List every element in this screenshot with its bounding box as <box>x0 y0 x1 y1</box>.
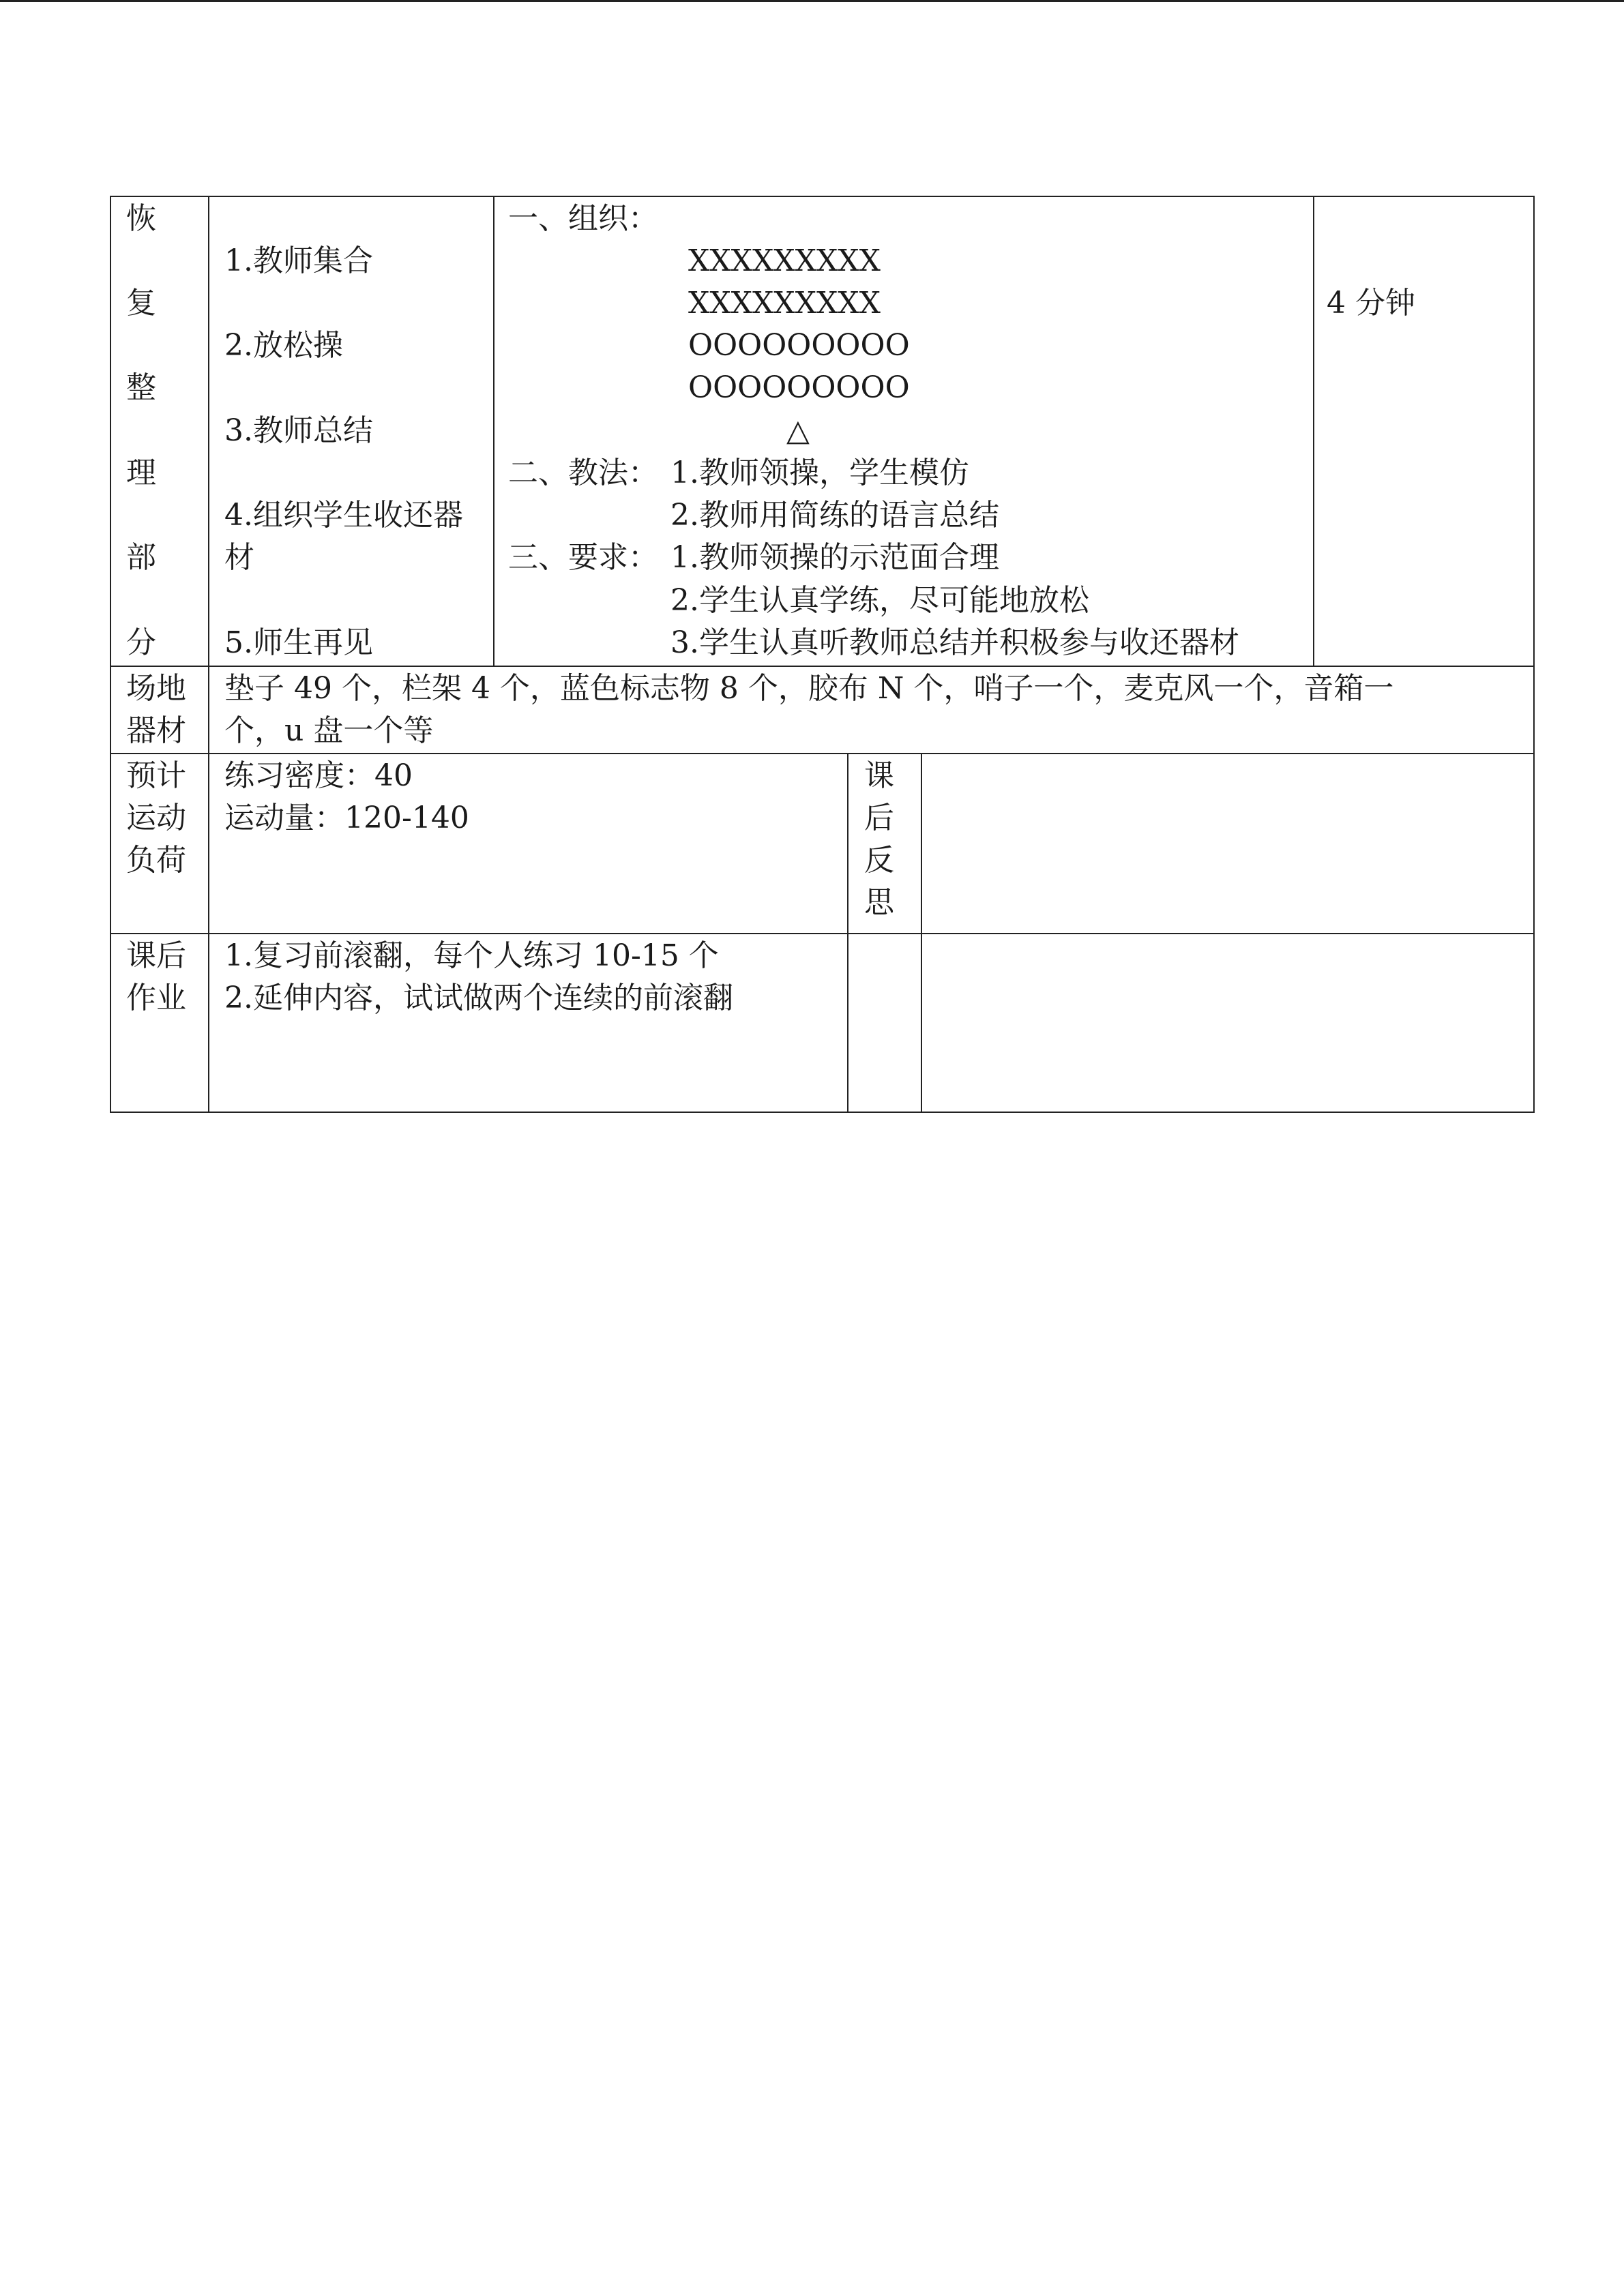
load-label-line: 负荷 <box>126 843 186 878</box>
venue-label-line: 场地 <box>126 671 186 706</box>
section-label-char: 分 <box>126 625 156 660</box>
row-divider-recovery-venue <box>110 666 1535 667</box>
row-divider-venue-load <box>110 753 1535 754</box>
organization-title: 一、组织： <box>508 201 658 236</box>
section-label-char: 理 <box>126 456 156 490</box>
requirement-item: 3.学生认真听教师总结并积极参与收还器材 <box>670 625 1239 660</box>
lesson-plan-table <box>110 196 1535 1113</box>
reflection-label-char: 思 <box>864 885 894 920</box>
method-item: 2.教师用简练的语言总结 <box>670 498 999 533</box>
formation-row: XXXXXXXXX <box>688 243 881 278</box>
column-divider-method <box>1313 196 1314 666</box>
homework-label-line: 课后 <box>126 938 186 973</box>
venue-content-line: 垫子 49 个，栏架 4 个，蓝色标志物 8 个，胶布 N 个，哨子一个，麦克风一个，音箱一 <box>224 671 1394 706</box>
step-item: 4.组织学生收还器 <box>224 498 463 533</box>
table-border-right <box>1533 196 1535 1113</box>
reflection-label-char: 课 <box>864 758 894 793</box>
column-divider-reflection-right <box>921 753 922 1113</box>
duration-value: 4 分钟 <box>1327 286 1415 320</box>
load-label-line: 预计 <box>126 758 186 793</box>
formation-row: OOOOOOOOO <box>688 328 910 363</box>
load-value-line: 练习密度：40 <box>224 758 413 793</box>
venue-content-line: 个，u 盘一个等 <box>224 713 434 748</box>
table-border-left <box>110 196 111 1113</box>
reflection-label-char: 后 <box>864 801 894 835</box>
table-border-top <box>110 196 1535 197</box>
method-label: 二、教法： <box>508 456 658 490</box>
step-item: 5.师生再见 <box>224 625 373 660</box>
column-divider-label <box>208 196 209 1113</box>
requirement-label: 三、要求： <box>508 540 658 575</box>
homework-label-line: 作业 <box>126 981 186 1015</box>
load-label-line: 运动 <box>126 801 186 835</box>
homework-item: 2.延伸内容，试试做两个连续的前滚翻 <box>224 981 733 1015</box>
section-label-char: 恢 <box>126 201 156 236</box>
formation-row: XXXXXXXXX <box>688 286 881 320</box>
step-item: 3.教师总结 <box>224 413 373 448</box>
venue-label-line: 器材 <box>126 713 186 748</box>
formation-row: OOOOOOOOO <box>688 370 910 405</box>
step-item: 2.放松操 <box>224 328 343 363</box>
table-border-bottom <box>110 1112 1535 1113</box>
section-label-char: 整 <box>126 370 156 405</box>
teacher-position-symbol: △ <box>786 413 810 448</box>
step-item: 材 <box>224 540 254 575</box>
requirement-item: 2.学生认真学练，尽可能地放松 <box>670 583 1089 618</box>
page-top-border <box>0 0 1624 2</box>
method-item: 1.教师领操，学生模仿 <box>670 456 969 490</box>
step-item: 1.教师集合 <box>224 243 373 278</box>
section-label-char: 部 <box>126 540 156 575</box>
column-divider-reflection-left <box>847 753 848 1113</box>
section-label-char: 复 <box>126 286 156 320</box>
row-divider-load-homework <box>110 933 1535 934</box>
load-value-line: 运动量：120-140 <box>224 801 469 835</box>
reflection-label-char: 反 <box>864 843 894 878</box>
homework-item: 1.复习前滚翻，每个人练习 10-15 个 <box>224 938 719 973</box>
column-divider-steps <box>493 196 494 666</box>
requirement-item: 1.教师领操的示范面合理 <box>670 540 999 575</box>
